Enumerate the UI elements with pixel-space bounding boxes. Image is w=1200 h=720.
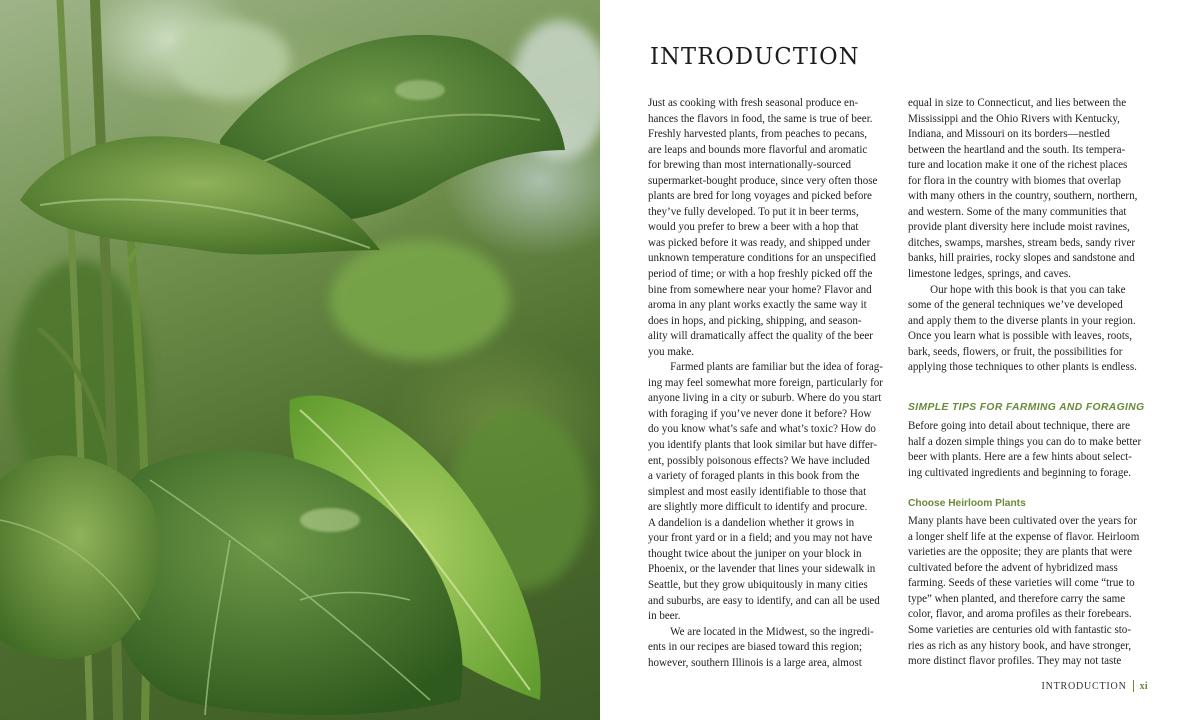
text-line: period of time; or with a hop freshly picked off the bbox=[648, 268, 873, 281]
text-line: anyone living in a city or suburb. Where do you start bbox=[648, 392, 882, 405]
text-line: some of the general techniques we’ve developed bbox=[908, 299, 1123, 312]
text-line: Just as cooking with fresh seasonal produce en- bbox=[648, 97, 859, 109]
text-line: Some varieties are centuries old with fantastic sto- bbox=[908, 623, 1132, 636]
text-line: provide plant diversity here include moist ravines, bbox=[908, 221, 1130, 234]
text-line: type” when planted, and therefore carry the same bbox=[908, 592, 1126, 605]
text-line: ality will dramatically affect the quality of the beer bbox=[648, 330, 873, 343]
text-line: a longer shelf life at the expense of flavor. Heirloom bbox=[908, 530, 1140, 543]
subheading: Choose Heirloom Plants bbox=[908, 497, 1026, 509]
page-footer bbox=[1041, 680, 1148, 692]
text-line: A dandelion is a dandelion whether it grows in bbox=[648, 516, 855, 529]
text-line: ent, possibly poisonous effects? We have included bbox=[648, 454, 870, 467]
text-line: Once you learn what is possible with leaves, roots, bbox=[908, 330, 1132, 343]
text-line: does in hops, and picking, shipping, and season- bbox=[648, 314, 862, 327]
text-line: thought twice about the juniper on your block in bbox=[648, 547, 862, 560]
text-line: with foraging if you’ve never done it before? How bbox=[648, 407, 872, 420]
running-head: INTRODUCTION bbox=[1041, 680, 1127, 692]
text-line: for brewing than most internationally-sourced bbox=[648, 159, 852, 172]
text-line: are slightly more difficult to identify and procure. bbox=[648, 501, 868, 514]
text-line: however, southern Illinois is a large area, almost bbox=[648, 656, 862, 669]
text-line: ing cultivated ingredients and beginning to forage. bbox=[908, 467, 1132, 480]
text-line: half a dozen simple things you can do to make better bbox=[908, 435, 1142, 448]
text-line: do you know what’s safe and what’s toxic? How do bbox=[648, 423, 876, 436]
text-line: Mississippi and the Ohio Rivers with Kentucky, bbox=[908, 112, 1120, 125]
text-line: Before going into detail about technique, there are bbox=[908, 420, 1131, 433]
text-line: We are located in the Midwest, so the ingredi- bbox=[648, 625, 874, 638]
text-line: between the heartland and the south. Its tempera- bbox=[908, 143, 1126, 156]
text-line: you identify plants that look similar but have differ- bbox=[648, 439, 878, 452]
chapter-title: INTRODUCTION bbox=[650, 44, 860, 70]
text-line: ents in our recipes are biased toward this region; bbox=[648, 641, 863, 654]
section-paragraph bbox=[908, 419, 1151, 481]
subheading-paragraph bbox=[908, 514, 1151, 669]
text-line: ries as rich as any history book, and have stronger, bbox=[908, 639, 1132, 652]
text-page bbox=[600, 0, 1200, 720]
text-line: you make. bbox=[648, 345, 695, 358]
text-line: equal in size to Connecticut, and lies between the bbox=[908, 97, 1127, 109]
text-line: Farmed plants are familiar but the idea of forag- bbox=[648, 361, 883, 374]
text-line: limestone ledges, springs, and caves. bbox=[908, 268, 1071, 281]
text-line: unknown temperature conditions for an unspecified bbox=[648, 252, 876, 265]
text-line: and suburbs, are easy to identify, and can all be used bbox=[648, 594, 880, 607]
text-line: more distinct flavor profiles. They may not taste bbox=[908, 655, 1122, 668]
text-line: varieties are the opposite; they are plants that were bbox=[908, 546, 1132, 559]
right-text-column bbox=[908, 96, 1151, 670]
text-line: Phoenix, or the lavender that lines your sidewalk in bbox=[648, 563, 876, 576]
text-line: Seattle, but they grow ubiquitously in many cities bbox=[648, 578, 868, 591]
text-line: your front yard or in a field; and you may not have bbox=[648, 532, 873, 545]
text-line: bine from somewhere near your home? Flavor and bbox=[648, 283, 872, 296]
text-line: was picked before it was ready, and shipped under bbox=[648, 236, 871, 249]
text-line: ditches, swamps, marshes, stream beds, sandy river bbox=[908, 236, 1136, 249]
right-column-paragraphs bbox=[908, 96, 1151, 376]
text-line: Indiana, and Missouri on its borders—nestled bbox=[908, 128, 1110, 141]
text-line: banks, hill prairies, rocky slopes and sandstone and bbox=[908, 252, 1135, 265]
text-line: applying those techniques to other plants is endless. bbox=[908, 361, 1137, 374]
text-line: Our hope with this book is that you can take bbox=[908, 283, 1126, 296]
text-line: aroma in any plant works exactly the same way it bbox=[648, 299, 867, 312]
text-line: Many plants have been cultivated over the years for bbox=[908, 515, 1137, 528]
text-line: and apply them to the diverse plants in your region. bbox=[908, 314, 1136, 327]
section-heading: SIMPLE TIPS FOR FARMING AND FORAGING bbox=[908, 401, 1145, 413]
text-line: supermarket-bought produce, since very often those bbox=[648, 174, 878, 187]
text-line: ing may feel somewhat more foreign, particularly for bbox=[648, 376, 883, 389]
text-line: color, flavor, and aroma profiles as their forebears. bbox=[908, 608, 1132, 621]
text-line: simplest and most easily identifiable to those that bbox=[648, 485, 867, 498]
text-line: farming. Seeds of these varieties will come “true to bbox=[908, 577, 1135, 590]
text-line: would you prefer to brew a beer with a hop that bbox=[648, 221, 859, 234]
text-line: and western. Some of the many communities that bbox=[908, 205, 1127, 218]
text-line: they’ve fully developed. To put it in beer terms, bbox=[648, 205, 859, 218]
text-line: for flora in the country with biomes that overlap bbox=[908, 174, 1121, 187]
text-line: with many others in the country, southern, northern, bbox=[908, 190, 1138, 203]
text-line: bark, seeds, flowers, or fruit, the possibilities for bbox=[908, 345, 1123, 358]
text-line: in beer. bbox=[648, 610, 681, 623]
text-line: plants are bred for long voyages and picked before bbox=[648, 190, 872, 203]
text-line: hances the flavors in food, the same is true of beer. bbox=[648, 112, 873, 125]
text-line: ture and location make it one of the richest places bbox=[908, 159, 1128, 172]
text-line: a variety of foraged plants in this book from the bbox=[648, 470, 860, 483]
text-line: Freshly harvested plants, from peaches to pecans, bbox=[648, 128, 868, 141]
folio-divider bbox=[1133, 680, 1134, 692]
text-line: beer with plants. Here are a few hints about select- bbox=[908, 451, 1132, 464]
text-line: are leaps and bounds more flavorful and aromatic bbox=[648, 143, 868, 156]
left-text-column bbox=[648, 96, 891, 671]
page-number: xi bbox=[1139, 680, 1148, 692]
text-line: cultivated before the advent of hybridized mass bbox=[908, 561, 1118, 574]
